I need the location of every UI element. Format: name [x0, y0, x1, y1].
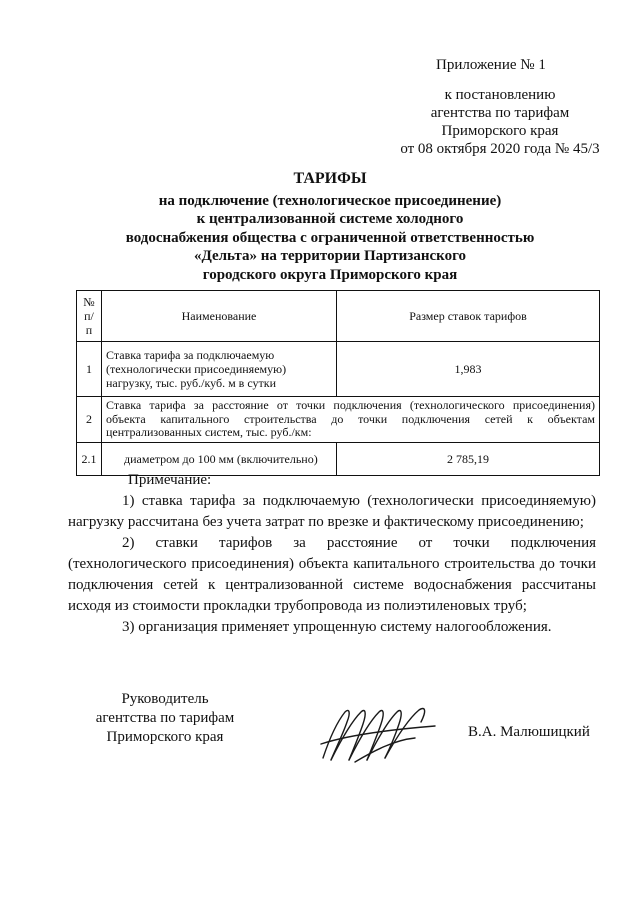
signer-position-line: Приморского края [106, 729, 224, 745]
table-row [77, 342, 600, 397]
note-item: 2) ставки тарифов за расстояние от точки подключения (технологического присоединения) объекта капитального строительства до точки подключения сетей к централизованной системе водоснабжения рассчитаны исходя из стоимости прокладки трубопровода из полиэтиленовых труб; [68, 535, 596, 614]
table-header-row [77, 291, 600, 342]
notes-heading: Примечание: [128, 472, 212, 488]
row-name: Ставка тарифа за подключаемую (технологически присоединяемую) нагрузку, тыс. руб./куб. м в сутки [102, 342, 337, 397]
header-num: № п/п [77, 291, 102, 342]
row-num: 2.1 [77, 442, 102, 475]
row-value: 2 785,19 [337, 442, 600, 475]
title-line: водоснабжения общества с ограниченной ответственностью [125, 229, 535, 246]
header-value: Размер ставок тарифов [337, 291, 600, 342]
row-value: 1,983 [337, 342, 600, 397]
appendix-line: Приморского края [441, 123, 559, 139]
appendix-line: к постановлению [444, 87, 556, 103]
title-line: на подключение (технологическое присоединение) [158, 192, 502, 209]
appendix-number: Приложение № 1 [436, 57, 546, 73]
row-num: 1 [77, 342, 102, 397]
appendix-line: агентства по тарифам [430, 105, 570, 121]
title-line: к централизованной системе холодного [196, 211, 464, 227]
title-main: ТАРИФЫ [293, 170, 367, 187]
row-name: Ставка тарифа за расстояние от точки подключения (технологического присоединения) объекта капитального строительства до точки подключения сетей к объектам централизованных систем, тыс. руб./км: [102, 397, 600, 443]
title-line: городского округа Приморского края [202, 266, 458, 283]
note-item: 1) ставка тарифа за подключаемую (технологически присоединяемую) нагрузку рассчитана без учета затрат по врезке и фактическому присоединению; [68, 493, 596, 530]
appendix-header [400, 56, 600, 158]
signer-position-line: Руководитель [121, 691, 209, 707]
title-line: «Дельта» на территории Партизанского [193, 248, 467, 264]
handwritten-signature [315, 700, 465, 770]
row-name: диаметром до 100 мм (включительно) [102, 442, 337, 475]
header-name: Наименование [102, 291, 337, 342]
signer-name: В.А. Малюшицкий [468, 724, 590, 740]
signer-position [80, 690, 250, 747]
signer-position-line: агентства по тарифам [95, 710, 235, 726]
row-num: 2 [77, 397, 102, 443]
note-item: 3) организация применяет упрощенную систему налогообложения. [122, 619, 552, 635]
tariffs-table [76, 290, 600, 476]
table-row [77, 397, 600, 443]
appendix-line: от 08 октября 2020 года № 45/3 [400, 141, 600, 157]
notes-section [68, 470, 596, 638]
document-title [60, 170, 600, 284]
